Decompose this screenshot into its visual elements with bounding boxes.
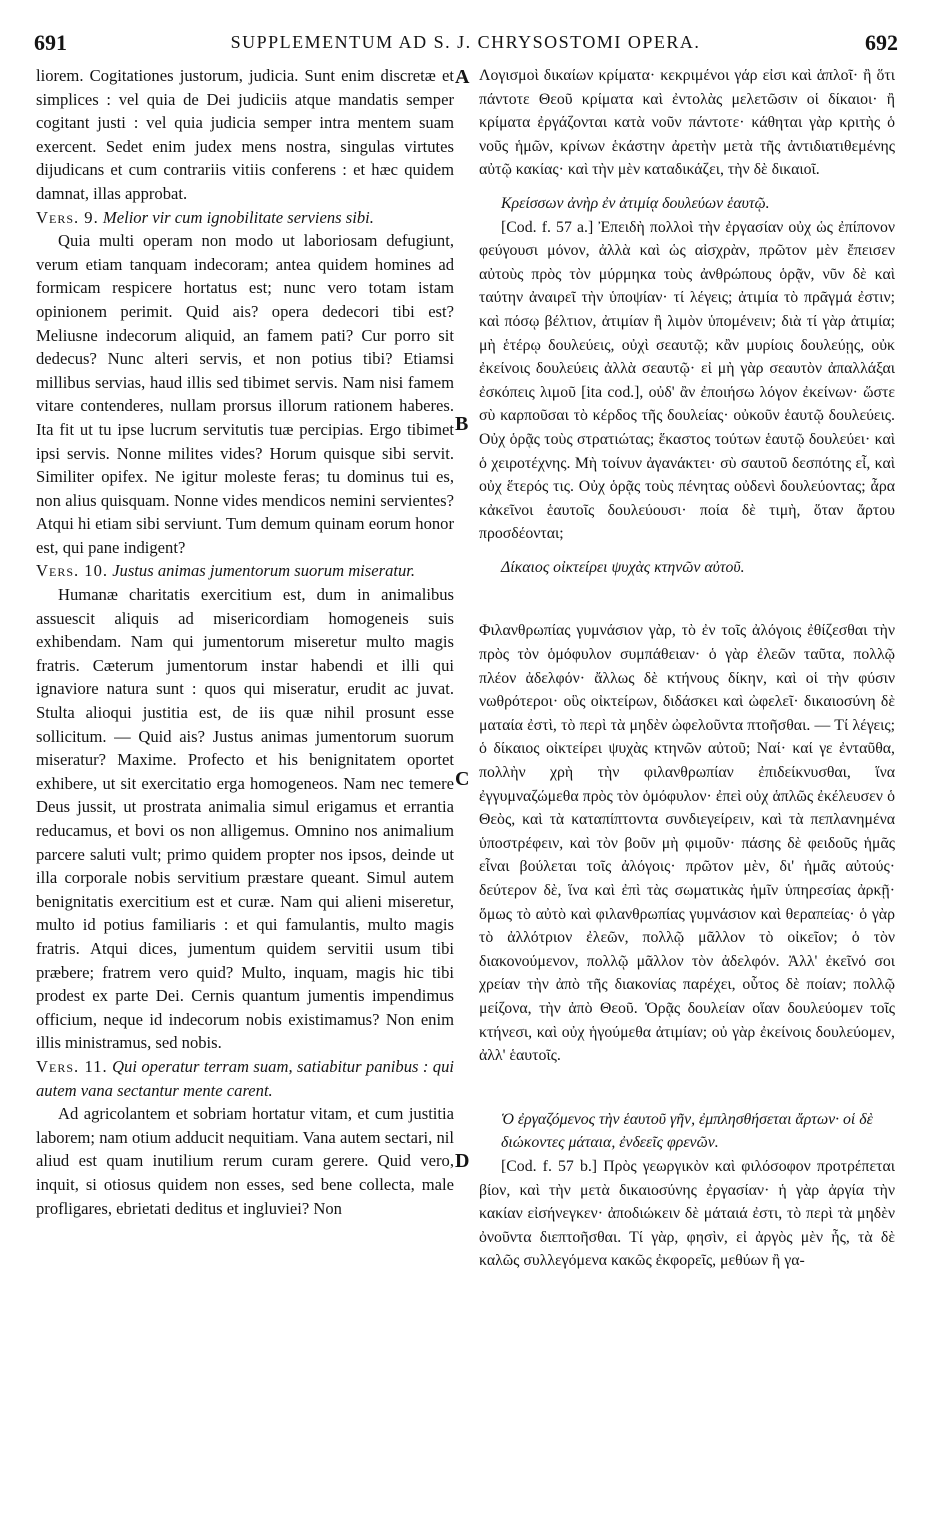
- greek-paragraph: Λογισμοὶ δικαίων κρίματα· κεκριμένοι γάρ εἰσι καὶ ἁπλοῖ· ἢ ὅτι πάντοτε Θεοῦ κρίματα καὶ ἐντολὰς μελετῶσιν οἱ δίκαιοι· ἢ κρίματα ἐργάζονται κατὰ νοῦν πάντοτε· κάθηται γὰρ κριτὴς ὁ νοῦς ἡμῶν, κρίνων ἑκάστην ἀρετὴν μετὰ τῆς ἀντιδιατιθεμένης αὐτῷ κακίας· καὶ τὴν μὲν καταδικάζει, τὴν δὲ δικαιοῖ.: [479, 67, 895, 179]
- greek-verse-heading: Δίκαιος οἰκτείρει ψυχὰς κτηνῶν αὐτοῦ.: [501, 558, 745, 576]
- greek-column: [479, 64, 895, 1273]
- page-number-left: 691: [34, 30, 67, 55]
- page-header: [0, 0, 931, 62]
- running-title: SUPPLEMENTUM AD S. J. CHRYSOSTOMI OPERA.: [230, 32, 701, 52]
- verse-label: Vers. 11.: [36, 1056, 108, 1076]
- verse-heading: [36, 206, 454, 230]
- greek-verse-heading: Κρείσσων ἀνὴρ ἐν ἀτιμίᾳ δουλεύων ἑαυτῷ.: [501, 194, 770, 212]
- latin-column: [36, 64, 454, 1220]
- column-marker-a: A: [455, 66, 470, 88]
- column-marker-d: D: [455, 1150, 470, 1172]
- verse-label: Vers. 10.: [36, 561, 109, 581]
- greek-paragraph: Φιλανθρωπίας γυμνάσιον γὰρ, τὸ ἐν τοῖς ἀλόγοις ἐθίζεσθαι τὴν πρὸς τὸν ὁμόφυλον συμπάθειαν· ὁ γὰρ ἐλεῶν ταῦτα, πολλῷ πλέον ἀδελφόν· ἄλλως δὲ κτήνους δίκην, καὶ οἱ τὴν φύσιν νωθρότεροι· οὓς οἰκτείρων, διδάσκει καὶ ὠφελεῖ· δικαιοσύνη δὲ ματαία ἐστὶ, τὸ περὶ τὰ μηδὲν ὠφελοῦντα πτοῆσθαι. — Τί λέγεις; ὁ δίκαιος οἰκτείρει ψυχὰς κτηνῶν αὐτοῦ; Ναί· καί γε ἐνταῦθα, πολλὴν χρὴ τὴν φιλανθρωπίαν ἐπιδείκνυσθαι, ἵνα ἐγγυμναζώμεθα πρὸς τὸν ὁμόφυλον· ἐπεὶ οὐχ ἁπλῶς ἐκέλευσεν ὁ Θεὸς, καὶ τὰ καταπίπτοντα συνδιεγείρειν, καὶ τὰ πεπλανημένα ὑποστρέφειν, καὶ τὸν βοῦν μὴ φιμοῦν· πάσης δὲ φειδοῦς ἡμᾶς εἶναι βούλεται τοῖς ἀλόγοις· πρῶτον μὲν, δι' ἡμᾶς αὐτούς· δεύτερον δὲ, ἵνα καὶ ἐπὶ τὰς σωματικὰς ἡμῖν ὑπηρεσίας ἀρκῇ· ὅμως τὸ αὐτὸ καὶ φιλανθρωπίας γυμνάσιον καὶ θεραπείας· ὁ γὰρ τὸ ἀλλότριον ἐλεῶν, πολλῷ μᾶλλον τὸ οἰκεῖον; ὁ τὸν διακονούμενον, πολλῷ μᾶλλον τὸν ἀδελφόν. Ἀλλ' ἐκεῖνό σοι χρείαν τὴν ἀπὸ τῆς διακονίας παρέχει, οὗτος δὲ ποίαν; πολλῷ μείζονα, τὴν ἀπὸ Θεοῦ. Ὁρᾷς δουλείαν οἵαν δουλεύομεν τοῖς κτήνεσι, καὶ οὐχ ἡγούμεθα ἀτιμίαν; οὐ γὰρ ἐκείνοις δουλεύομεν, ἀλλ' ἑαυτοῖς.: [479, 622, 895, 1065]
- latin-paragraph: Quia multi operam non modo ut laboriosam defugiunt, verum etiam tanquam indecoram; antea quidem homines ad formicam respicere hortatus est; nunc vero totam istam opinionem perimit. Quid ais? opera dedecori tibi est? Meliusne indecorum aliquid, an famem pati? Cur porro sit dedecus? Nunc alteri servis, et non potius tibi? Etiamsi millibus servias, haud illis sed tibimet servis. Nam nisi famem vitare contenderes, nullam prorsus illorum rationem haberes. Ita fit ut tu ipse lucrum servitutis tuæ percipias. Ergo tibimet ipsi servis. Nonne milites vides? Horum quisque sibi servit. Similiter opifex. Ne igitur moleste feras; tu dominus tui es, non alius quisquam. Nonne vides mendicos nemini servientes? Atqui hi etiam sibi serviunt. Tum demum quinam eorum honor est, qui pane indigent?: [36, 231, 454, 557]
- verse-heading: [36, 1055, 454, 1102]
- verse-label: Vers. 9.: [36, 207, 99, 227]
- verse-text: Qui operatur terram suam, satiabitur panibus : qui autem vana sectantur mente carent.: [36, 1056, 454, 1100]
- page-number-right: 692: [865, 30, 898, 55]
- column-marker-b: B: [455, 413, 469, 435]
- latin-paragraph: Humanæ charitatis exercitium est, dum in animalibus assuescit aliquis ad misericordiam homogeneis suis exhibendam. Nam qui jumentorum miseretur multo magis fratris. Cæterum jumentorum instar habendi et illi qui ignaviore natura sunt : quos qui miseratur, erudit ac juvat. Stulta alioqui justitia est, de iis quæ nihil prosunt esse sollicitum. — Quid ais? Justus animas jumentorum suorum miseratur? Maxime. Profecto et his benignitatem oportet exhibere, ut sit exercitatio erga homogeneos. Nam nec temere Deus jussit, ut prostrata animalia simul erigamus et errantia reducamus, et bovi os non alligemus. Omnino nos animalium parcere saluti vult; primo quidem propter nos ipsos, deinde ut illa corporale nobis servitium præstare queant. Simul autem benignitatis exercitium est et curæ. Nam qui alieni miseretur, multo id potius familiaris : et qui famulantis, multo magis fratris. Atqui dices, jumentum quidem servitii usum tibi præbere; fratrem vero quid? Multo, inquam, magis hic tibi prodest ex parte Dei. Cernis quantum jumentis impendimus officium, neque id indecorum nobis existimamus? Non enim illis ministramus, sed nobis.: [36, 585, 454, 1053]
- verse-text: Melior vir cum ignobilitate serviens sibi.: [102, 207, 374, 227]
- greek-paragraph: [Cod. f. 57 a.] Ἐπειδὴ πολλοὶ τὴν ἐργασίαν οὐχ ὡς ἐπίπονον φεύγουσι μόνον, ἀλλὰ καὶ ὡς αἰσχρὰν, πρῶτον μὲν ἔπεισεν αὐτοὺς πρὸς τὸν μύρμηκα τοὺς ἀνθρώπους ὁρᾷν, νῦν δὲ καὶ ταύτην ἀναιρεῖ τὴν ὑποψίαν· τί λέγεις; ἀτιμία τὸ πρᾶγμά ἐστιν; καὶ πόσῳ βέλτιον, ἀτιμίαν ἢ λιμὸν ὑπομένειν; διὰ τί γὰρ ἀτιμία; μὴ ἑτέρῳ δουλεύεις, οὐχὶ σεαυτῷ; κἂν μυρίοις δουλεύῃς, οὐκ ἐκείνοις δουλεύεις ἀλλὰ σεαυτῷ· εἰ μὴ γὰρ σεαυτὸν ἀπαλλάξαι ἐσκόπεις λιμοῦ [ita cod.], οὐδ' ἂν ἐποιήσω λόγον ἐκείνων· ὥστε σὺ καρποῦσαι τὸ κέρδος τῆς δουλείας· οὐκοῦν ἑαυτῷ δουλεύεις. Οὐχ ὁρᾷς τοὺς στρατιώτας; ἕκαστος τούτων ἑαυτῷ δουλεύει· καὶ ὁ χειροτέχνης. Μὴ τοίνυν ἀγανάκτει· σὺ σαυτοῦ δεσπότης εἶ, καὶ οὐχ ἕτερός τις. Οὐχ ὁρᾷς τοὺς πένητας οὐδενὶ δουλεύοντας; ἆρα κἀκεῖνοι ἑαυτοῖς δουλεύουσι· ποία δὲ τιμὴ, ὅταν ἄρτου προσδέονται;: [479, 218, 895, 543]
- verse-heading: [36, 559, 454, 583]
- latin-paragraph: Ad agricolantem et sobriam hortatur vitam, et cum justitia laborem; nam otium adducit nequitiam. Vana autem sectari, nil aliud est quam inutilium rerum curam gerere. Quid vero, inquit, si otiosus quidem non esses, sed bene collecta, male profligares, ebrietati deditus et ingluviei? Non: [36, 1104, 454, 1218]
- greek-verse-heading: Ὁ ἐργαζόμενος τὴν ἑαυτοῦ γῆν, ἐμπλησθήσεται ἄρτων· οἱ δὲ διώκοντες μάταια, ἐνδεεῖς φρενῶν.: [501, 1110, 873, 1152]
- greek-paragraph: [Cod. f. 57 b.] Πρὸς γεωργικὸν καὶ φιλόσοφον προτρέπεται βίον, καὶ τὴν μετὰ δικαιοσύνης ἐργασίαν· ἡ γὰρ ἀργία τὴν κακίαν εἰσήνεγκεν· ἀποδιώκειν δὲ μάταιά ἐστι, τὸ περὶ τὰ μηδὲν ὀνοῦντα διεπτοῆσθαι. Τί γὰρ, φησὶν, εἰ ἀργὸς μὲν ἦς, τὰ δὲ καλῶς συλλεγόμενα κακῶς ἐκφορεῖς, μεθύων ἢ γα-: [479, 1157, 895, 1270]
- column-marker-c: C: [455, 768, 470, 790]
- latin-paragraph: liorem. Cogitationes justorum, judicia. Sunt enim discretæ et simplices : vel quia de Dei judiciis atque mandatis semper cogitant justi : vel quia judicia semper intra mentem suam exercent. Sedet enim judex mens nostra, singulas virtutes dijudicans et cum contrariis vitiis conferens : et hæc quidem damnat, illas approbat.: [36, 66, 454, 203]
- verse-text: Justus animas jumentorum suorum miseratur.: [112, 561, 416, 581]
